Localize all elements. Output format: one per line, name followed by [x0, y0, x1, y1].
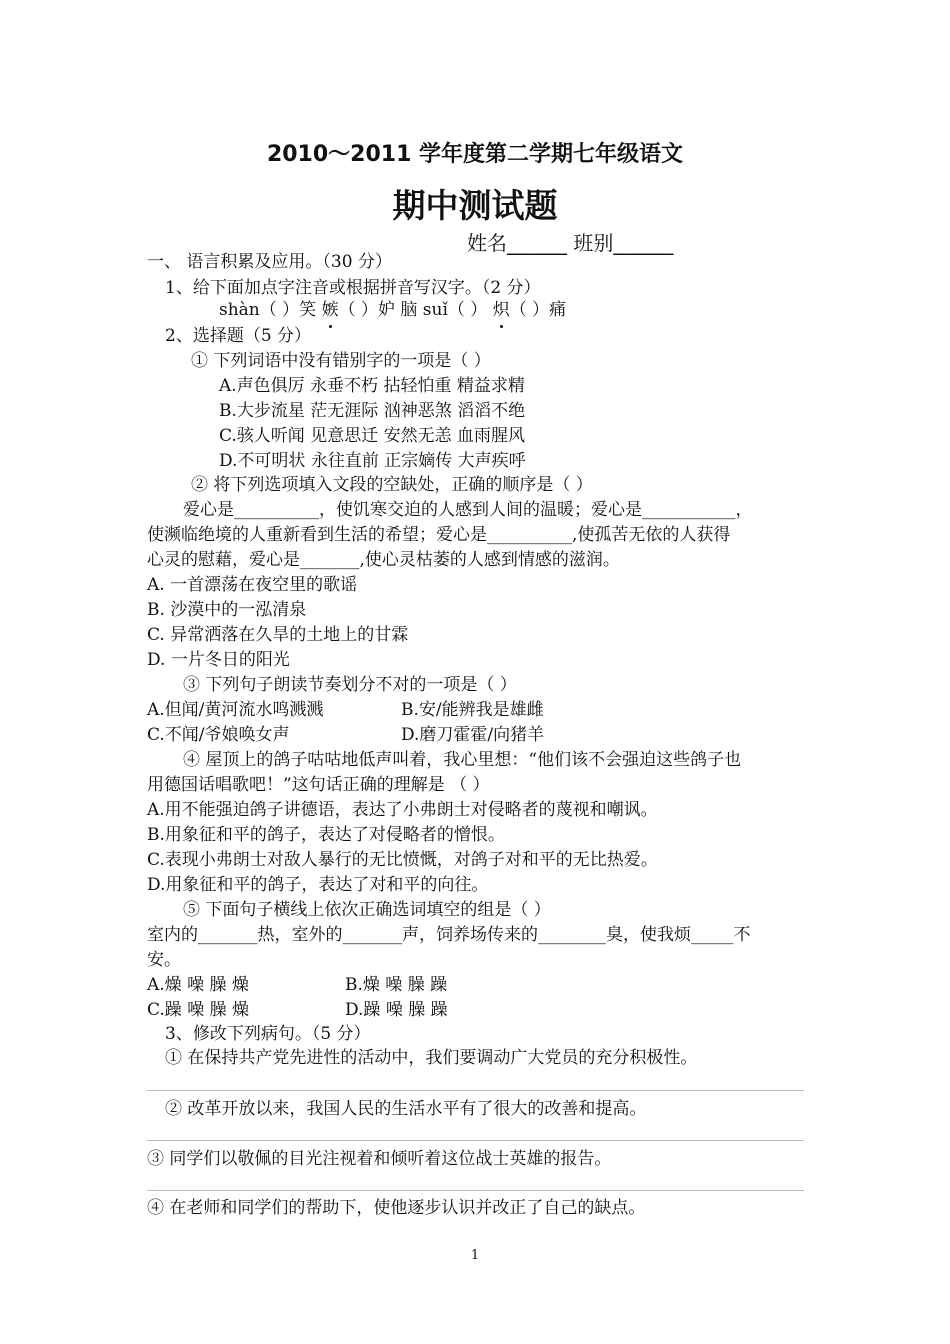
sentence-to-correct: ② 改革开放以来，我国人民的生活水平有了很大的改善和提高。	[165, 1099, 647, 1119]
sub-question-3-stem: ③ 下列句子朗读节奏划分不对的一项是（ ）	[183, 675, 517, 695]
dotted-character: 嫉	[321, 300, 339, 320]
option-c: C.不闻/爷娘唤女声	[147, 725, 290, 745]
option-d: D. 一片冬日的阳光	[147, 650, 290, 670]
exam-title-line2: 期中测试题	[392, 186, 558, 225]
fill-in-sentence: 室内的_______热，室外的_______声，饲养场传来的________臭，使我烦_____不	[147, 925, 751, 945]
q1-segment-1: shàn（ ）笑	[219, 300, 322, 320]
option-c: C.躁 噪 臊 燥	[147, 1000, 250, 1020]
option-b: B. 沙漠中的一泓清泉	[147, 600, 307, 620]
sentence-to-correct: ④ 在老师和同学们的帮助下，使他逐步认识并改正了自己的缺点。	[147, 1198, 646, 1218]
passage-line: 爱心是__________，使饥寒交迫的人感到人间的温暖；爱心是___________，	[183, 500, 753, 520]
section-heading: 一、 语言积累及应用。（30 分）	[147, 252, 392, 272]
option-a: A.燥 噪 臊 燥	[147, 975, 249, 995]
option-b: B.用象征和平的鸽子，表达了对侵略者的憎恨。	[147, 825, 505, 845]
name-class-fields: 姓名______ 班别______	[467, 231, 674, 255]
sentence-to-correct: ③ 同学们以敬佩的目光注视着和倾听着这位战士英雄的报告。	[147, 1149, 612, 1169]
q1-segment-2: （ ）妒 脑 suǐ（ ）	[338, 300, 493, 320]
option-b: B.大步流星 茫无涯际 汹神恶煞 滔滔不绝	[219, 401, 526, 421]
option-a: A.声色俱厉 永垂不朽 拈轻怕重 精益求精	[219, 376, 525, 396]
option-a: A. 一首漂荡在夜空里的歌谣	[147, 575, 358, 595]
option-d: D.不可明状 永往直前 正宗嫡传 大声疾呼	[219, 451, 526, 471]
option-a: A.但闻/黄河流水鸣溅溅	[147, 700, 324, 720]
answer-line	[147, 1090, 804, 1091]
answer-line	[147, 1140, 804, 1141]
option-b: B.安/能辨我是雄雌	[401, 700, 544, 720]
sub-question-1-stem: ① 下列词语中没有错别字的一项是（ ）	[191, 351, 491, 371]
question-3-heading: 3、修改下列病句。（5 分）	[165, 1024, 371, 1044]
exam-title-line1: 2010～2011 学年度第二学期七年级语文	[266, 142, 684, 167]
sub-question-4-stem-cont: 用德国话唱歌吧！”这句话正确的理解是 （ ）	[147, 775, 490, 795]
sentence-to-correct: ① 在保持共产党先进性的活动中，我们要调动广大党员的充分积极性。	[165, 1048, 698, 1068]
sub-question-2-stem: ② 将下列选项填入文段的空缺处，正确的顺序是（ ）	[191, 475, 593, 495]
answer-line	[147, 1190, 804, 1191]
passage-line: 心灵的慰藉，爱心是_______,使心灵枯萎的人感到情感的滋润。	[147, 550, 620, 570]
question-1-heading: 1、给下面加点字注音或根据拼音写汉字。（2 分）	[165, 278, 541, 298]
q1-segment-3: （ ）痛	[509, 300, 567, 320]
page-number: 1	[470, 1248, 480, 1263]
option-c: C.骇人听闻 见意思迁 安然无恙 血雨腥风	[219, 426, 526, 446]
sub-question-5-stem: ⑤ 下面句子横线上依次正确选词填空的组是（ ）	[183, 900, 551, 920]
sub-question-4-stem: ④ 屋顶上的鸽子咕咕地低声叫着，我心里想：“他们该不会强迫这些鸽子也	[183, 750, 742, 770]
fill-in-sentence-cont: 安。	[147, 950, 181, 970]
option-d: D.用象征和平的鸽子，表达了对和平的向往。	[147, 875, 489, 895]
dotted-character: 炽	[492, 300, 510, 320]
option-a: A.用不能强迫鸽子讲德语，表达了小弗朗士对侵略者的蔑视和嘲讽。	[147, 800, 658, 820]
question-2-heading: 2、选择题（5 分）	[165, 326, 312, 346]
option-d: D.躁 噪 臊 躁	[345, 1000, 448, 1020]
option-b: B.燥 噪 臊 躁	[345, 975, 448, 995]
question-1-items	[219, 299, 566, 321]
option-d: D.磨刀霍霍/向猪羊	[401, 725, 545, 745]
option-c: C.表现小弗朗士对敌人暴行的无比愤慨，对鸽子对和平的无比热爱。	[147, 850, 658, 870]
option-c: C. 异常洒落在久旱的土地上的甘霖	[147, 625, 409, 645]
passage-line: 使濒临绝境的人重新看到生活的希望；爱心是__________,使孤苦无依的人获得	[147, 525, 731, 545]
